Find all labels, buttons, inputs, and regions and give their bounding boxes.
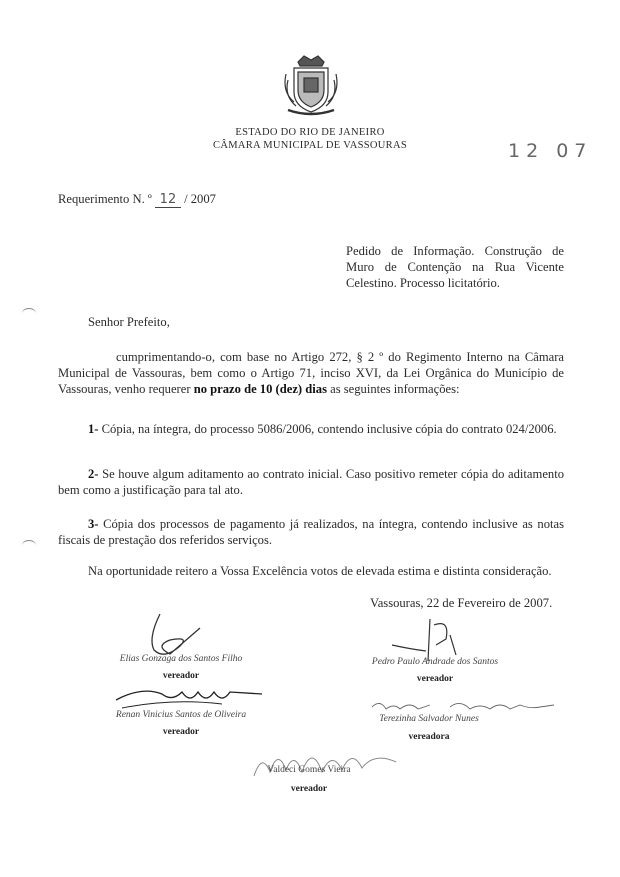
signature-scribble — [140, 610, 220, 660]
salutation: Senhor Prefeito, — [88, 315, 170, 329]
signatory-name: Renan Vinicius Santos de Oliveira — [115, 710, 247, 720]
signatory-role: vereador — [162, 671, 200, 681]
signatory — [224, 765, 394, 794]
request-year: / 2007 — [184, 192, 216, 206]
request-number-line — [58, 192, 216, 208]
subject: Pedido de Informação. Construção de Muro de Contenção na Rua Vicente Celestino. Processo licitatório. — [346, 244, 564, 290]
signatory-name: Terezinha Salvador Nunes — [379, 714, 479, 724]
margin-mark — [22, 540, 36, 551]
signatory — [96, 654, 266, 681]
handwritten-reference: 12 07 — [508, 140, 593, 162]
request-label: Requerimento N. º — [58, 192, 152, 206]
list-item: 1- Cópia, na íntegra, do processo 5086/2006, contendo inclusive cópia do contrato 024/2006. — [88, 422, 557, 436]
signatory-role: vereador — [416, 674, 454, 684]
list-item: 3- Cópia dos processos de pagamento já realizados, na íntegra, contendo inclusive as notas fiscais de prestação dos referidos serviços. — [58, 517, 564, 547]
coat-of-arms — [278, 52, 344, 118]
state-name: ESTADO DO RIO DE JANEIRO — [235, 127, 385, 138]
header-block — [160, 126, 460, 152]
signatory-role: vereadora — [408, 732, 450, 742]
signatory — [344, 714, 514, 742]
chamber-name: CÂMARA MUNICIPAL DE VASSOURAS — [213, 140, 407, 151]
closing-line: Na oportunidade reitero a Vossa Excelência votos de elevada estima e distinta consideração. — [88, 564, 552, 578]
signatory-name: Pedro Paulo Andrade dos Santos — [371, 657, 499, 667]
date-line: Vassouras, 22 de Fevereiro de 2007. — [370, 596, 553, 610]
request-number: 12 — [155, 192, 181, 208]
signatory — [350, 657, 520, 684]
signatory-role: vereador — [162, 727, 200, 737]
signatory-name: Valdeci Gomes Vieira — [267, 765, 351, 775]
intro-paragraph: cumprimentando-o, com base no Artigo 272, § 2 º do Regimento Interno na Câmara Municipal de Vassouras, bem como o Artigo 71, inciso XVI, da Lei Orgânica do Município de Vassouras, venho requerer no prazo de 10 (dez) dias as seguintes informações: — [58, 350, 564, 396]
list-item: 2- Se houve algum aditamento ao contrato inicial. Caso positivo remeter cópia do aditamento bem como a justificação para tal ato. — [58, 467, 564, 497]
signatory-name: Elias Gonzaga dos Santos Filho — [119, 654, 243, 664]
margin-mark — [22, 308, 36, 319]
deadline-emphasis: no prazo de 10 (dez) dias — [193, 382, 327, 396]
signatory — [86, 710, 276, 737]
signatory-role: vereador — [290, 784, 328, 794]
